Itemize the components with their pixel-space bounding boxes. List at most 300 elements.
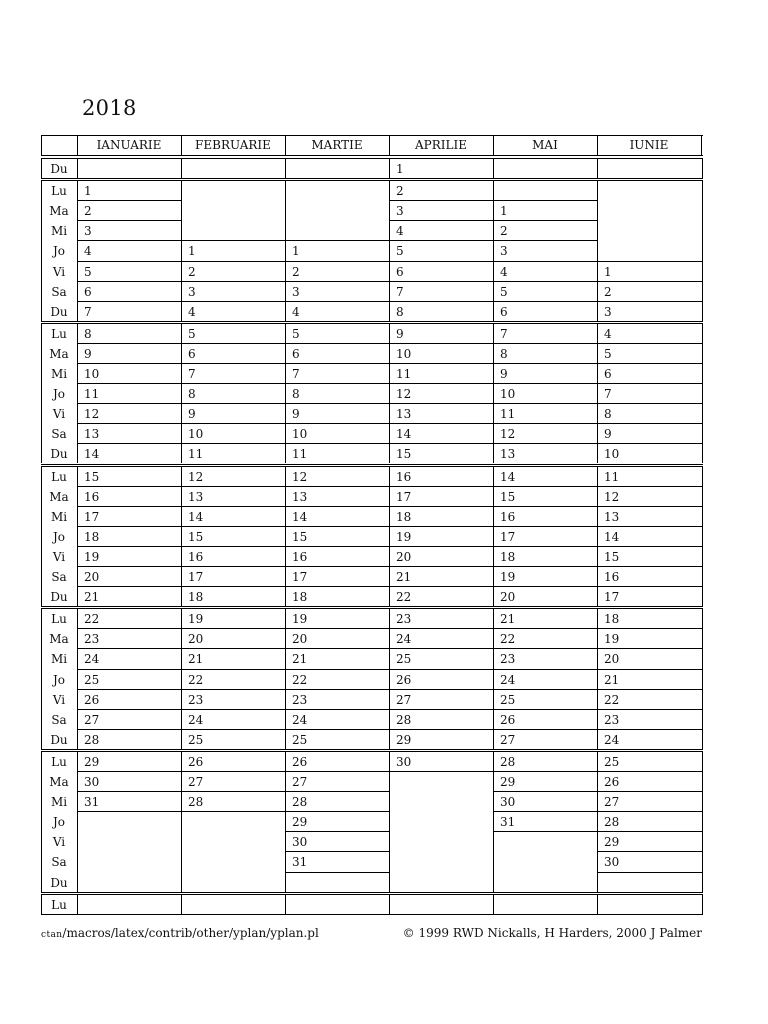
- date-separator: [285, 791, 390, 792]
- date-cell: 15: [188, 529, 204, 544]
- dayname-col-border: [77, 158, 78, 178]
- date-separator: [597, 301, 702, 302]
- date-cell: 7: [396, 284, 404, 299]
- date-separator: [389, 689, 494, 690]
- date-cell: 24: [396, 632, 412, 647]
- date-cell: 9: [396, 326, 404, 341]
- date-cell: 29: [500, 775, 516, 789]
- date-cell: 25: [84, 672, 100, 687]
- date-separator: [597, 403, 702, 404]
- block-bottom-border: [41, 321, 703, 322]
- date-cell: 28: [396, 712, 412, 727]
- month-col-border: [597, 158, 598, 178]
- date-separator: [389, 486, 494, 487]
- date-cell: 23: [84, 632, 100, 647]
- month-col-border: [493, 180, 494, 321]
- date-cell: 15: [292, 529, 308, 544]
- date-cell: 20: [292, 632, 308, 647]
- month-col-border: [285, 894, 286, 914]
- date-cell: 16: [396, 469, 412, 484]
- date-separator: [493, 240, 598, 241]
- date-cell: 9: [292, 407, 300, 422]
- block-top-border: [41, 466, 703, 467]
- date-separator: [77, 403, 182, 404]
- date-cell: 8: [292, 387, 300, 402]
- day-name: Du: [50, 162, 68, 176]
- date-separator: [389, 261, 494, 262]
- month-col-border: [493, 894, 494, 914]
- date-cell: 20: [84, 570, 100, 584]
- date-cell: 19: [604, 632, 620, 647]
- date-cell: 9: [84, 346, 92, 361]
- date-cell: 1: [500, 204, 508, 219]
- month-col-border: [389, 466, 390, 607]
- date-separator: [181, 546, 286, 547]
- date-separator: [181, 363, 286, 364]
- block-bottom-border: [41, 606, 703, 607]
- date-separator: [493, 771, 598, 772]
- date-separator: [181, 423, 286, 424]
- day-name: Mi: [50, 367, 68, 381]
- date-cell: 28: [188, 795, 204, 810]
- date-separator: [493, 363, 598, 364]
- year-title: 2018: [82, 96, 137, 120]
- date-separator: [389, 648, 494, 649]
- date-cell: 12: [500, 427, 516, 442]
- date-separator: [285, 628, 390, 629]
- date-separator: [181, 586, 286, 587]
- date-cell: 18: [500, 549, 516, 564]
- date-cell: 3: [396, 204, 404, 219]
- date-cell: 23: [396, 612, 412, 627]
- date-separator: [493, 546, 598, 547]
- date-separator: [181, 771, 286, 772]
- date-separator: [77, 281, 182, 282]
- date-separator: [285, 526, 390, 527]
- date-separator: [77, 261, 182, 262]
- day-name: Jo: [52, 815, 66, 830]
- day-name: Sa: [51, 284, 67, 299]
- date-cell: 14: [188, 509, 204, 524]
- month-col-border: [389, 323, 390, 464]
- date-cell: 16: [188, 549, 204, 564]
- date-separator: [77, 363, 182, 364]
- date-cell: 28: [604, 815, 620, 830]
- day-name: Sa: [51, 570, 67, 584]
- date-separator: [389, 363, 494, 364]
- date-cell: 30: [292, 835, 308, 850]
- date-cell: 24: [604, 732, 620, 747]
- date-separator: [181, 526, 286, 527]
- block-bottom-border: [41, 892, 703, 893]
- date-cell: 14: [292, 509, 308, 524]
- date-separator: [77, 566, 182, 567]
- day-name: Ma: [49, 775, 69, 789]
- date-cell: 11: [396, 367, 412, 381]
- date-separator: [285, 811, 390, 812]
- date-separator: [77, 729, 182, 730]
- date-cell: 15: [396, 447, 412, 462]
- month-col-border: [597, 323, 598, 464]
- date-cell: 9: [604, 427, 612, 442]
- block-top-border: [41, 751, 703, 752]
- date-cell: 16: [292, 549, 308, 564]
- date-separator: [285, 423, 390, 424]
- date-cell: 2: [396, 184, 404, 199]
- day-name: Lu: [51, 326, 67, 341]
- date-separator: [389, 343, 494, 344]
- block-bottom-border: [41, 914, 703, 915]
- date-separator: [597, 526, 702, 527]
- block-right-border: [702, 158, 703, 178]
- month-col-border: [181, 158, 182, 178]
- date-cell: 18: [188, 590, 204, 605]
- date-separator: [389, 771, 494, 772]
- day-name: Lu: [51, 469, 67, 484]
- date-separator: [181, 383, 286, 384]
- date-separator: [493, 729, 598, 730]
- date-cell: 1: [604, 264, 612, 279]
- date-separator: [389, 220, 494, 221]
- date-cell: 17: [84, 509, 100, 524]
- date-separator: [77, 586, 182, 587]
- date-separator: [389, 586, 494, 587]
- date-separator: [181, 403, 286, 404]
- date-separator: [285, 566, 390, 567]
- date-cell: 14: [84, 447, 100, 462]
- day-name: Mi: [50, 795, 68, 810]
- date-cell: 14: [396, 427, 412, 442]
- date-cell: 15: [84, 469, 100, 484]
- date-separator: [77, 343, 182, 344]
- date-cell: 19: [396, 529, 412, 544]
- month-col-border: [285, 323, 286, 464]
- date-cell: 13: [292, 489, 308, 504]
- date-separator: [77, 301, 182, 302]
- month-col-border: [389, 158, 390, 178]
- date-cell: 15: [500, 489, 516, 504]
- date-cell: 7: [292, 367, 300, 381]
- date-separator: [181, 301, 286, 302]
- date-separator: [597, 628, 702, 629]
- date-cell: 24: [500, 672, 516, 687]
- date-cell: 18: [604, 612, 620, 627]
- date-cell: 4: [396, 224, 404, 239]
- date-cell: 20: [500, 590, 516, 605]
- date-cell: 27: [500, 732, 516, 747]
- date-separator: [285, 729, 390, 730]
- date-cell: 12: [292, 469, 308, 484]
- date-separator: [77, 486, 182, 487]
- date-cell: 13: [188, 489, 204, 504]
- date-separator: [493, 648, 598, 649]
- day-name: Sa: [51, 712, 67, 727]
- date-cell: 13: [396, 407, 412, 422]
- date-cell: 11: [188, 447, 204, 462]
- date-separator: [493, 423, 598, 424]
- date-separator: [389, 240, 494, 241]
- date-separator: [493, 628, 598, 629]
- month-header-februarie: FEBRUARIE: [195, 138, 271, 152]
- date-separator: [77, 811, 182, 812]
- block-right-border: [702, 466, 703, 607]
- date-separator: [597, 872, 702, 873]
- date-separator: [181, 240, 286, 241]
- dayname-col-border: [77, 466, 78, 607]
- header-col-border: [701, 135, 702, 156]
- date-cell: 22: [188, 672, 204, 687]
- date-separator: [597, 791, 702, 792]
- date-separator: [77, 423, 182, 424]
- date-separator: [181, 811, 286, 812]
- date-cell: 11: [84, 387, 100, 402]
- day-name: Mi: [50, 652, 68, 667]
- date-separator: [285, 281, 390, 282]
- date-cell: 29: [604, 835, 620, 850]
- date-separator: [77, 546, 182, 547]
- date-separator: [493, 343, 598, 344]
- date-separator: [493, 566, 598, 567]
- date-cell: 26: [292, 754, 308, 769]
- date-cell: 12: [188, 469, 204, 484]
- date-separator: [285, 506, 390, 507]
- year-planner-grid: [41, 135, 702, 922]
- date-cell: 6: [396, 264, 404, 279]
- date-cell: 22: [604, 692, 620, 707]
- date-cell: 18: [84, 529, 100, 544]
- date-separator: [285, 648, 390, 649]
- date-separator: [597, 343, 702, 344]
- date-separator: [597, 546, 702, 547]
- block-bottom-border: [41, 178, 703, 179]
- date-cell: 4: [188, 304, 196, 319]
- date-cell: 27: [188, 775, 204, 789]
- date-separator: [181, 648, 286, 649]
- date-cell: 2: [292, 264, 300, 279]
- date-separator: [389, 200, 494, 201]
- month-col-border: [389, 180, 390, 321]
- date-cell: 3: [604, 304, 612, 319]
- date-separator: [285, 443, 390, 444]
- date-cell: 26: [396, 672, 412, 687]
- date-cell: 6: [500, 304, 508, 319]
- day-name: Ma: [49, 489, 69, 504]
- date-separator: [389, 423, 494, 424]
- month-col-border: [493, 466, 494, 607]
- date-cell: 22: [292, 672, 308, 687]
- date-cell: 6: [188, 346, 196, 361]
- date-separator: [77, 526, 182, 527]
- header-top-border: [41, 135, 703, 136]
- date-separator: [285, 872, 390, 873]
- date-cell: 21: [500, 612, 516, 627]
- date-cell: 29: [84, 754, 100, 769]
- date-cell: 11: [500, 407, 516, 422]
- day-name: Du: [50, 447, 68, 462]
- date-separator: [493, 709, 598, 710]
- date-separator: [597, 423, 702, 424]
- date-cell: 16: [84, 489, 100, 504]
- month-col-border: [181, 323, 182, 464]
- header-bottom-border: [41, 155, 703, 156]
- day-name: Vi: [52, 835, 66, 850]
- day-name: Vi: [52, 692, 66, 707]
- day-name: Du: [50, 590, 68, 605]
- month-header-mai: MAI: [532, 138, 558, 152]
- date-cell: 6: [604, 367, 612, 381]
- date-separator: [493, 443, 598, 444]
- day-name: Du: [50, 732, 68, 747]
- date-cell: 12: [396, 387, 412, 402]
- date-separator: [77, 240, 182, 241]
- date-separator: [285, 586, 390, 587]
- date-separator: [285, 343, 390, 344]
- month-col-border: [597, 894, 598, 914]
- date-cell: 21: [292, 652, 308, 667]
- date-separator: [181, 486, 286, 487]
- date-cell: 11: [604, 469, 620, 484]
- date-cell: 20: [396, 549, 412, 564]
- date-cell: 27: [604, 795, 620, 810]
- date-cell: 8: [84, 326, 92, 341]
- date-separator: [181, 709, 286, 710]
- date-separator: [493, 689, 598, 690]
- month-col-border: [285, 158, 286, 178]
- day-name: Mi: [50, 224, 68, 239]
- date-cell: 1: [84, 184, 92, 199]
- date-cell: 6: [292, 346, 300, 361]
- date-separator: [597, 689, 702, 690]
- date-cell: 8: [396, 304, 404, 319]
- date-cell: 17: [188, 570, 204, 584]
- date-cell: 28: [500, 754, 516, 769]
- date-cell: 4: [84, 244, 92, 259]
- month-col-border: [493, 158, 494, 178]
- date-separator: [285, 240, 390, 241]
- date-cell: 24: [188, 712, 204, 727]
- date-cell: 30: [84, 775, 100, 789]
- date-separator: [181, 281, 286, 282]
- block-bottom-border: [41, 749, 703, 750]
- date-cell: 16: [604, 570, 620, 584]
- date-cell: 21: [188, 652, 204, 667]
- day-name: Du: [50, 875, 68, 890]
- date-separator: [285, 363, 390, 364]
- block-right-border: [702, 751, 703, 892]
- date-cell: 24: [292, 712, 308, 727]
- date-cell: 8: [500, 346, 508, 361]
- date-separator: [77, 791, 182, 792]
- date-separator: [597, 443, 702, 444]
- date-cell: 27: [396, 692, 412, 707]
- date-separator: [597, 363, 702, 364]
- date-cell: 7: [604, 387, 612, 402]
- month-header-aprilie: APRILIE: [415, 138, 467, 152]
- day-name: Sa: [51, 855, 67, 870]
- date-separator: [181, 791, 286, 792]
- month-col-border: [285, 466, 286, 607]
- date-cell: 19: [500, 570, 516, 584]
- date-cell: 13: [500, 447, 516, 462]
- date-cell: 5: [604, 346, 612, 361]
- date-cell: 3: [500, 244, 508, 259]
- date-cell: 31: [500, 815, 516, 830]
- date-cell: 2: [84, 204, 92, 219]
- date-separator: [597, 831, 702, 832]
- date-separator: [285, 831, 390, 832]
- block-top-border: [41, 180, 703, 181]
- date-cell: 25: [500, 692, 516, 707]
- date-separator: [597, 669, 702, 670]
- date-separator: [389, 546, 494, 547]
- day-name: Lu: [51, 754, 67, 769]
- date-separator: [285, 669, 390, 670]
- date-cell: 22: [500, 632, 516, 647]
- date-cell: 31: [84, 795, 100, 810]
- date-separator: [389, 301, 494, 302]
- date-separator: [389, 506, 494, 507]
- date-cell: 23: [292, 692, 308, 707]
- dayname-col-border: [77, 894, 78, 914]
- day-name: Lu: [51, 897, 67, 912]
- date-separator: [181, 566, 286, 567]
- date-separator: [389, 628, 494, 629]
- date-separator: [389, 729, 494, 730]
- copyright-notice: © 1999 RWD Nickalls, H Harders, 2000 J Palmer: [402, 926, 702, 940]
- day-name: Mi: [50, 509, 68, 524]
- date-separator: [597, 281, 702, 282]
- date-cell: 11: [292, 447, 308, 462]
- date-cell: 18: [292, 590, 308, 605]
- month-col-border: [181, 894, 182, 914]
- date-separator: [285, 261, 390, 262]
- date-separator: [597, 383, 702, 384]
- date-cell: 26: [84, 692, 100, 707]
- date-cell: 13: [604, 509, 620, 524]
- date-cell: 30: [500, 795, 516, 810]
- month-col-border: [285, 180, 286, 321]
- date-separator: [285, 851, 390, 852]
- date-cell: 19: [84, 549, 100, 564]
- date-cell: 17: [396, 489, 412, 504]
- date-cell: 10: [396, 346, 412, 361]
- date-separator: [77, 506, 182, 507]
- date-separator: [285, 689, 390, 690]
- day-name: Sa: [51, 427, 67, 442]
- date-separator: [597, 709, 702, 710]
- date-cell: 29: [292, 815, 308, 830]
- date-separator: [77, 383, 182, 384]
- date-cell: 14: [500, 469, 516, 484]
- month-header-ianuarie: IANUARIE: [96, 138, 162, 152]
- date-cell: 30: [396, 754, 412, 769]
- date-separator: [493, 403, 598, 404]
- date-separator: [493, 669, 598, 670]
- day-name: Vi: [52, 549, 66, 564]
- month-header-iunie: IUNIE: [629, 138, 669, 152]
- date-cell: 17: [604, 590, 620, 605]
- date-separator: [493, 506, 598, 507]
- block-top-border: [41, 323, 703, 324]
- date-cell: 7: [500, 326, 508, 341]
- block-top-border: [41, 608, 703, 609]
- date-separator: [389, 566, 494, 567]
- date-separator: [77, 648, 182, 649]
- date-cell: 20: [604, 652, 620, 667]
- date-separator: [389, 709, 494, 710]
- date-cell: 1: [396, 162, 404, 176]
- date-separator: [597, 566, 702, 567]
